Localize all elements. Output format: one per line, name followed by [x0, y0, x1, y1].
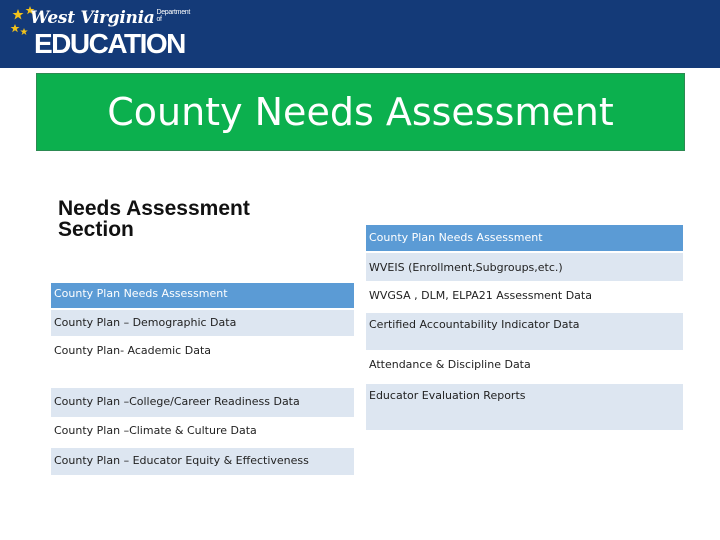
left-table-row: County Plan – Demographic Data — [51, 310, 354, 338]
logo-education: EDUCATION — [34, 28, 185, 59]
logo-department: Department of — [156, 9, 191, 23]
right-table-row: Attendance & Discipline Data — [366, 352, 683, 384]
left-table-row: County Plan- Academic Data — [51, 338, 354, 388]
site-header — [0, 0, 720, 68]
right-table-row: WVGSA , DLM, ELPA21 Assessment Data — [366, 283, 683, 313]
right-table-header: County Plan Needs Assessment — [366, 225, 683, 253]
logo-state-name: West Virginia Department of — [30, 8, 191, 28]
left-table-row: County Plan –Climate & Culture Data — [51, 419, 354, 448]
left-table-header: County Plan Needs Assessment — [51, 283, 354, 310]
right-table-row: Educator Evaluation Reports — [366, 384, 683, 432]
left-table-row: County Plan –College/Career Readiness Data — [51, 388, 354, 419]
right-table-row: Certified Accountability Indicator Data — [366, 313, 683, 352]
title-banner — [36, 73, 685, 151]
wv-education-logo[interactable] — [10, 4, 191, 64]
section-heading: Needs Assessment Section — [58, 197, 250, 241]
left-table-row: County Plan – Educator Equity & Effectiveness — [51, 448, 354, 477]
page-title: County Needs Assessment — [107, 90, 614, 134]
right-table-row: WVEIS (Enrollment,Subgroups,etc.) — [366, 253, 683, 283]
